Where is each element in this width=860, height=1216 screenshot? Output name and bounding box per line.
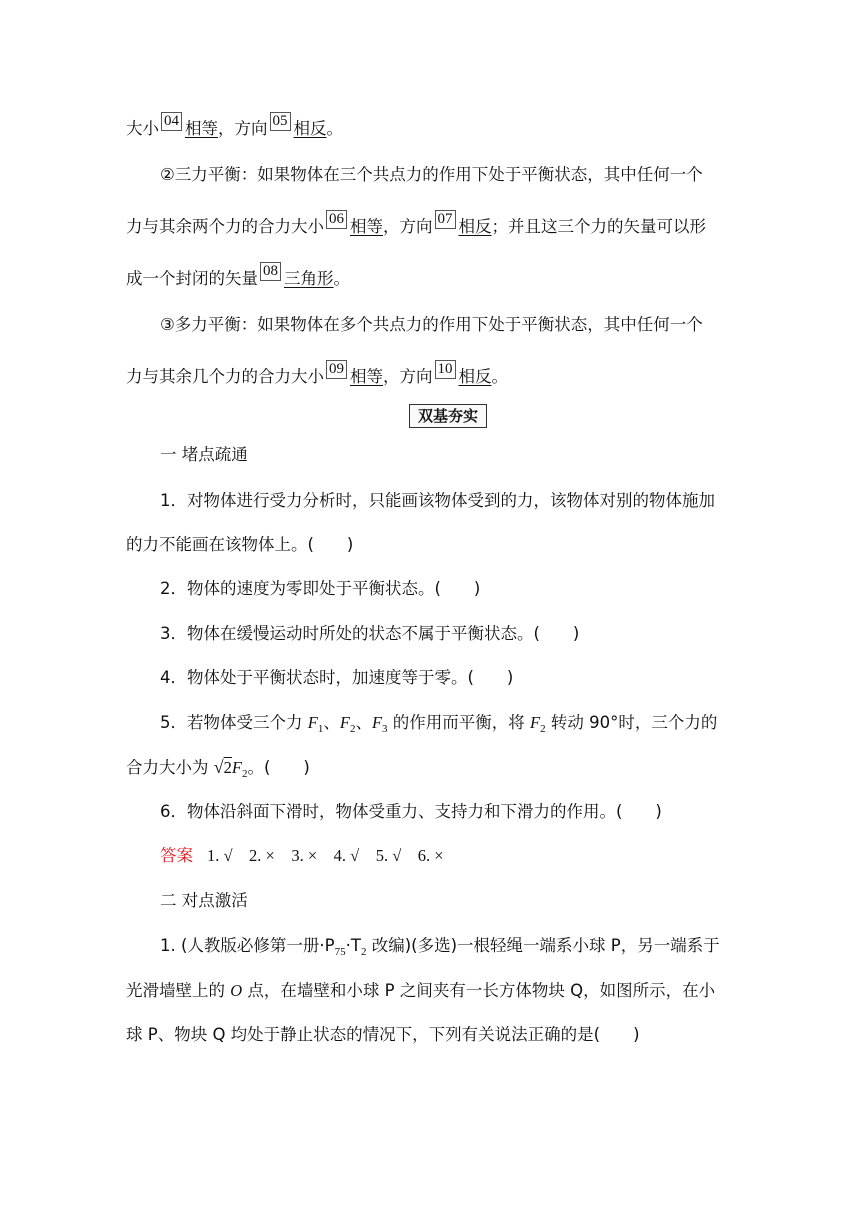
blank-answer: 三角形 [284, 269, 334, 288]
blank-number: 06 [326, 210, 347, 229]
blank-number: 05 [270, 112, 291, 131]
question-5-line-1: 5．若物体受三个力 $F_1$、$F_2$、$F_3$ 的作用而平衡，将 $F_2$ 转动 90°时，三个力的 [160, 713, 718, 735]
question-3: 3．物体在缓慢运动时所处的状态不属于平衡状态。( ) [160, 624, 580, 643]
answer-label: 答案 [160, 846, 193, 865]
blank-number: 09 [326, 360, 347, 379]
blank-number: 04 [161, 112, 182, 131]
exercise-1-line-1: 1. (人教版必修第一册$\cdot P_{75}\cdot T_2$ 改编)(多选)一根轻绳一端系小球 P，另一端系于 [160, 936, 720, 958]
exercise-1-line-3: 球 P、物块 Q 均处于静止状态的情况下，下列有关说法正确的是( ) [126, 1025, 640, 1044]
multi-force-line-1: ③多力平衡：如果物体在多个共点力的作用下处于平衡状态，其中任何一个 [160, 315, 703, 334]
question-2: 2．物体的速度为零即处于平衡状态。( ) [160, 579, 481, 598]
sqrt-symbol: √ [213, 757, 224, 777]
blank-number: 08 [260, 262, 281, 281]
question-1-line-2: 的力不能画在该物体上。( ) [126, 535, 354, 554]
question-6: 6．物体沿斜面下滑时，物体受重力、支持力和下滑力的作用。( ) [160, 802, 662, 821]
answer-values: 1. √ 2. × 3. × 4. √ 5. √ 6. × [207, 846, 444, 865]
blank-answer: 相等 [350, 367, 383, 386]
question-4: 4．物体处于平衡状态时，加速度等于零。( ) [160, 668, 514, 687]
section-heading-1: 一 堵点疏通 [160, 445, 248, 464]
three-force-line-2: 力与其余两个力的合力大小 06 相等，方向 07 相反；并且这三个力的矢量可以形 [126, 211, 706, 236]
section-title-box: 双基夯实 [409, 404, 487, 428]
answer-line [160, 843, 780, 869]
three-force-line-1: ②三力平衡：如果物体在三个共点力的作用下处于平衡状态，其中任何一个 [160, 165, 703, 184]
blank-answer: 相反 [458, 217, 492, 236]
question-1-line-1: 1．对物体进行受力分析时，只能画该物体受到的力，该物体对别的物体施加 [160, 491, 715, 510]
paragraph-two-force-end: 大小 04 相等，方向 05 相反。 [126, 113, 343, 138]
blank-number: 10 [435, 360, 456, 379]
blank-answer: 相反 [458, 367, 492, 386]
blank-answer: 相反 [293, 119, 327, 138]
question-5-line-2: 合力大小为 $√2F_2$。( ) [126, 757, 310, 780]
blank-number: 07 [435, 210, 456, 229]
multi-force-line-2: 力与其余几个力的合力大小 09 相等，方向 10 相反。 [126, 361, 508, 386]
three-force-line-3: 成一个封闭的矢量 08 三角形。 [126, 263, 350, 288]
blank-answer: 相等 [350, 217, 383, 236]
exercise-1-line-2: 光滑墙壁上的 O 点，在墙壁和小球 P 之间夹有一长方体物块 Q，如图所示，在小 [126, 981, 716, 1000]
blank-answer: 相等 [185, 119, 218, 138]
section-heading-2: 二 对点激活 [160, 891, 248, 910]
